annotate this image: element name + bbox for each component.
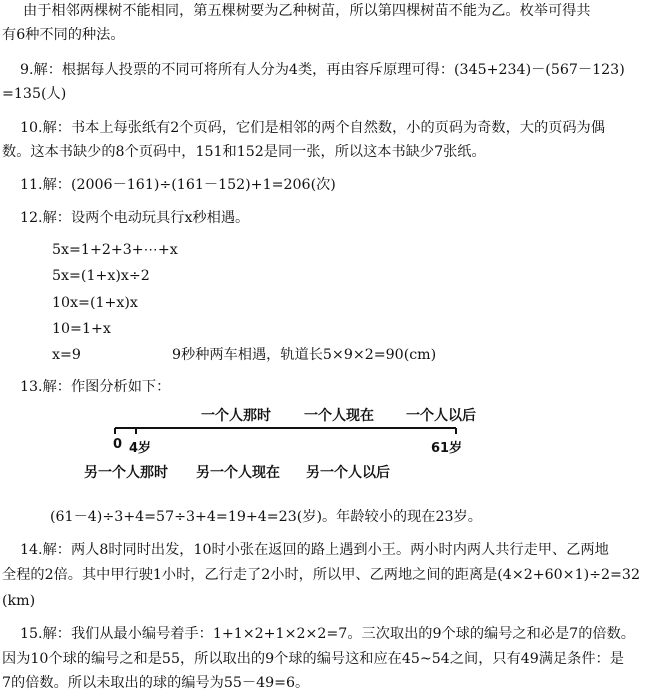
text-line: (km) — [2, 593, 36, 609]
top-label: 一个人现在 — [304, 408, 374, 424]
tick-label-end: 61岁 — [431, 441, 463, 456]
top-label: 一个人那时 — [201, 408, 271, 424]
text-line: 有6种不同的种法。 — [2, 27, 125, 43]
equation-line: 5x=(1+x)x÷2 — [52, 268, 150, 284]
equation-line: 5x=1+2+3+⋯+x — [52, 242, 178, 258]
bottom-label: 另一个人那时 — [84, 465, 168, 481]
top-label: 一个人以后 — [406, 408, 476, 424]
text-line: 全程的2倍。其中甲行驶1小时，乙行走了2小时，所以甲、乙两地之间的距离是(4×2+60×1)÷2=32 — [2, 567, 640, 583]
text-line: 因为10个球的编号之和是55，所以取出的9个球的编号这和应在45~54之间，只有49满足条件：是 — [2, 651, 624, 667]
text-line: =135(人) — [2, 86, 67, 102]
text-line: 15.解：我们从最小编号着手：1+1×2+1×2×2=7。三次取出的9个球的编号之和必是7的倍数。 — [20, 626, 635, 642]
text-line: 14.解：两人8时同时出发，10时小张在返回的路上遇到小王。两小时内两人共行走甲、乙两地 — [20, 542, 609, 558]
equation-line: 9秒种两车相遇，轨道长5×9×2=90(cm) — [172, 347, 437, 363]
text-line: 由于相邻两棵树不能相同，第五棵树要为乙种树苗，所以第四棵树苗不能为乙。枚举可得共 — [23, 3, 591, 19]
text-line: 12.解：设两个电动玩具行x秒相遇。 — [20, 210, 250, 226]
text-line: 10.解：书本上每张纸有2个页码，它们是相邻的两个自然数，小的页码为奇数，大的页码为偶 — [20, 120, 605, 136]
text-line: 11.解：(2006－161)÷(161－152)+1=206(次) — [20, 177, 336, 193]
text-line: 7的倍数。所以未取出的球的编号为55－49=6。 — [2, 675, 310, 691]
equation-line: x=9 — [52, 347, 81, 363]
text-line: 9.解：根据每人投票的不同可将所有人分为4类，再由容斥原理可得：(345+234)－(567－123) — [20, 62, 625, 78]
text-line: 13.解：作图分析如下： — [20, 379, 171, 395]
bottom-label: 另一个人以后 — [306, 465, 390, 481]
tick-label-zero: 0 — [113, 437, 123, 452]
text-line: 数。这本书缺少的8个页码中，151和152是同一张，所以这本书缺少7张纸。 — [2, 144, 486, 160]
text-line: (61－4)÷3+4=57÷3+4=19+4=23(岁)。年龄较小的现在23岁。 — [50, 509, 482, 525]
bottom-label: 另一个人现在 — [196, 465, 280, 481]
tick-label-age: 4岁 — [129, 441, 152, 456]
equation-line: 10=1+x — [52, 321, 111, 337]
equation-line: 10x=(1+x)x — [52, 295, 138, 311]
